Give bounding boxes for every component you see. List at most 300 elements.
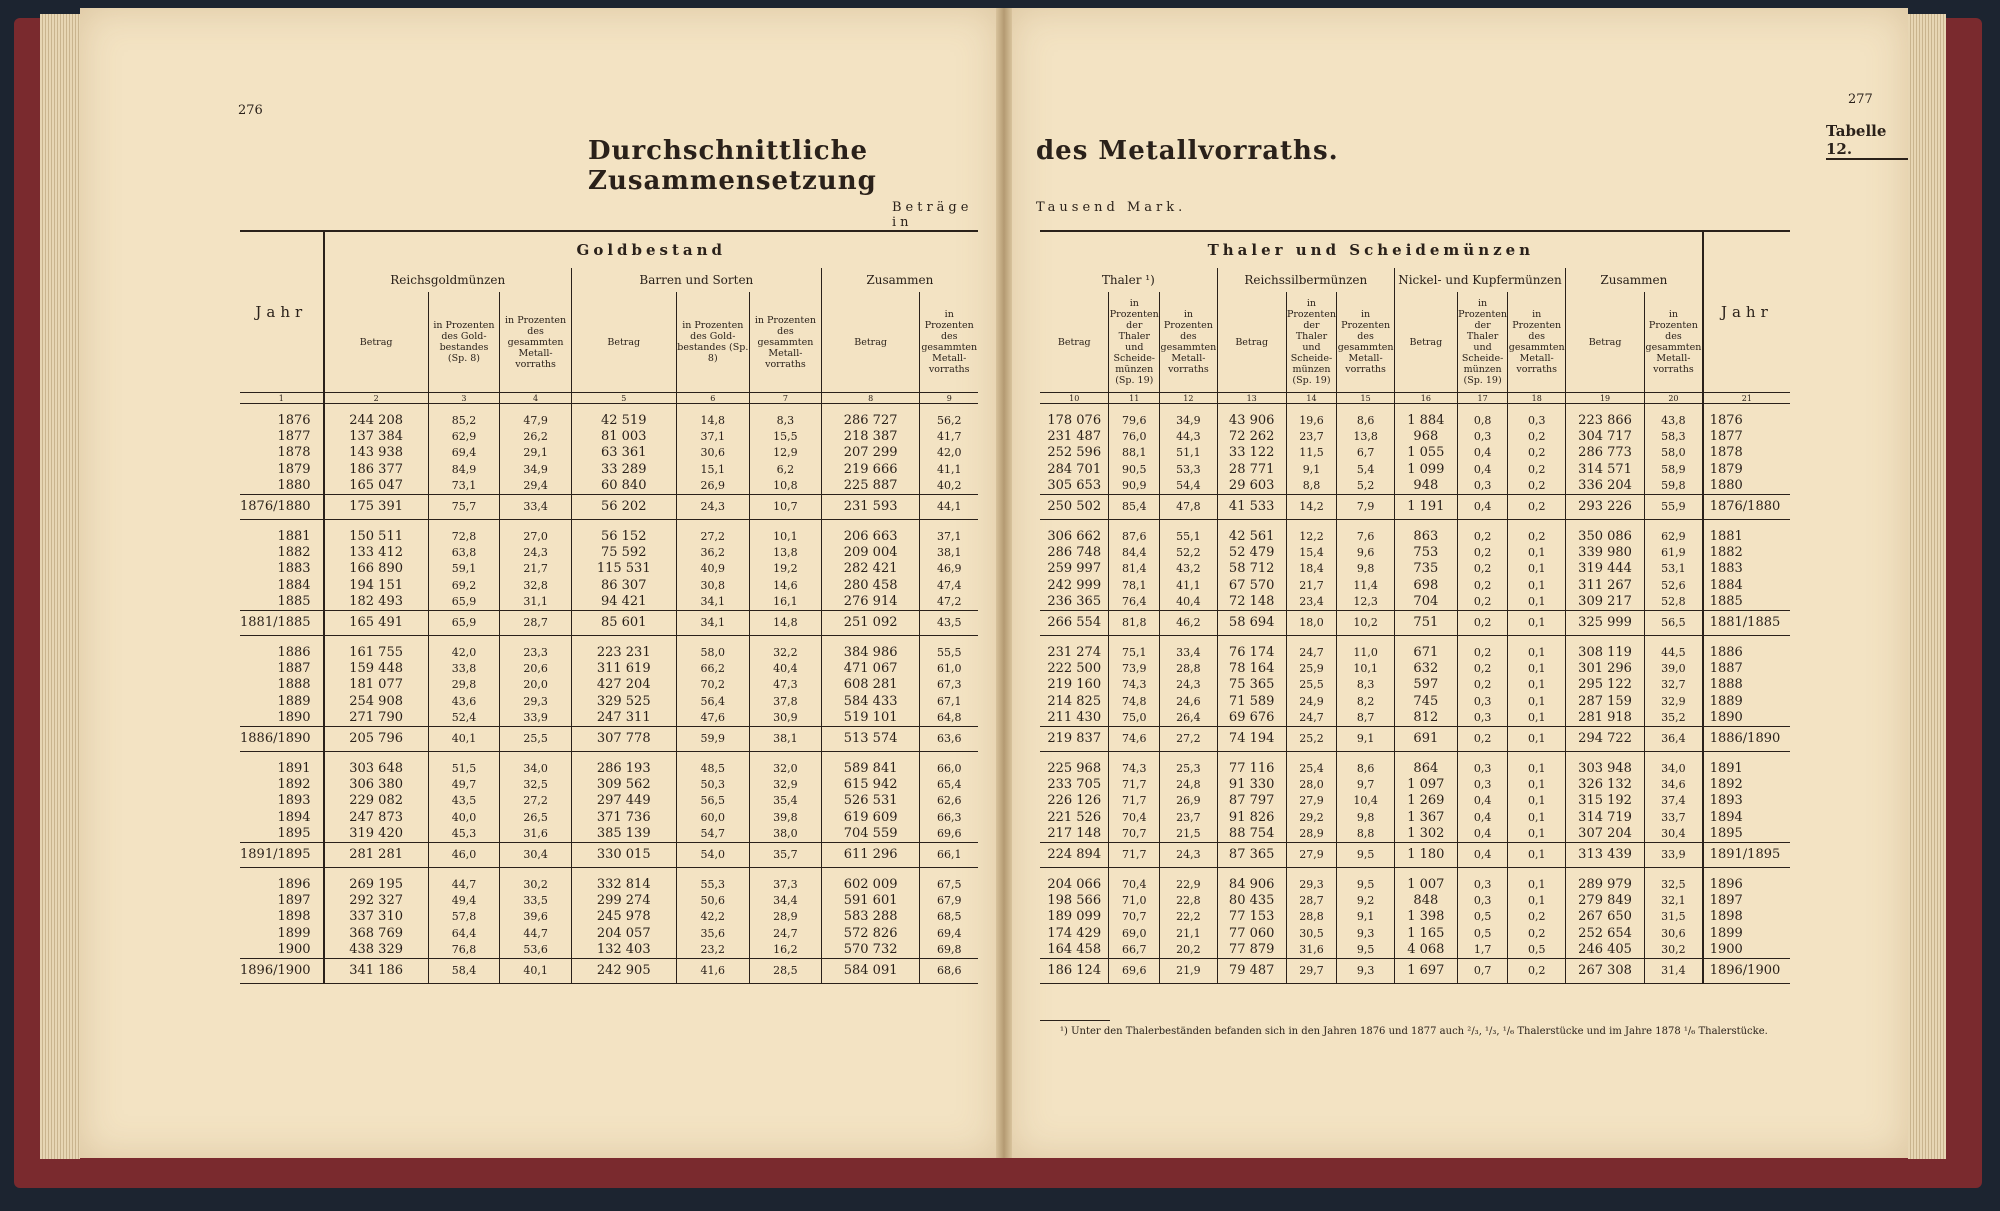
value-cell: 0,2 bbox=[1457, 677, 1508, 693]
year-cell: 1884 bbox=[1709, 577, 1743, 593]
year-cell: 1895 bbox=[240, 825, 324, 842]
value-cell: 189 099 bbox=[1040, 909, 1109, 925]
footnote-rule bbox=[1040, 1020, 1110, 1021]
value-cell: 32,5 bbox=[500, 776, 572, 792]
value-cell: 31,4 bbox=[1645, 958, 1703, 983]
value-cell: 25,9 bbox=[1286, 660, 1337, 676]
value-cell: 87 365 bbox=[1217, 842, 1286, 867]
value-cell: 30,8 bbox=[676, 577, 750, 593]
value-cell: 45,3 bbox=[428, 825, 500, 842]
table-row bbox=[1040, 776, 1790, 792]
year-cell: 1894 bbox=[1709, 809, 1743, 825]
value-cell: 0,4 bbox=[1457, 494, 1508, 519]
value-cell: 88 754 bbox=[1217, 825, 1286, 842]
table-row bbox=[1040, 412, 1790, 428]
value-cell: 23,2 bbox=[676, 941, 750, 958]
table-row bbox=[240, 909, 978, 925]
value-cell: 72 148 bbox=[1217, 594, 1286, 611]
value-cell: 35,2 bbox=[1645, 709, 1703, 726]
value-cell: 0,3 bbox=[1457, 760, 1508, 776]
column-number: 6 bbox=[676, 393, 750, 404]
value-cell: 12,3 bbox=[1337, 594, 1395, 611]
table-row bbox=[240, 793, 978, 809]
row-spacer bbox=[1040, 867, 1790, 876]
value-cell: 44,5 bbox=[1645, 644, 1703, 660]
value-cell: 40,4 bbox=[1160, 594, 1218, 611]
value-cell: 0,3 bbox=[1457, 478, 1508, 495]
value-cell: 11,0 bbox=[1337, 644, 1395, 660]
value-cell: 8,3 bbox=[1337, 677, 1395, 693]
value-cell: 611 296 bbox=[821, 842, 920, 867]
value-cell: 325 999 bbox=[1566, 610, 1645, 635]
year-cell: 1883 bbox=[1709, 561, 1743, 577]
value-cell: 23,3 bbox=[500, 644, 572, 660]
value-cell: 735 bbox=[1394, 561, 1457, 577]
table-row bbox=[1040, 760, 1790, 776]
right-page bbox=[1010, 8, 1908, 1158]
value-cell: 308 119 bbox=[1566, 644, 1645, 660]
value-cell: 74 194 bbox=[1217, 726, 1286, 751]
value-cell: 570 732 bbox=[821, 941, 920, 958]
year-cell: 1892 bbox=[240, 776, 324, 792]
value-cell: 79,6 bbox=[1109, 412, 1160, 428]
value-cell: 62,9 bbox=[1645, 528, 1703, 544]
value-cell: 53,1 bbox=[1645, 561, 1703, 577]
value-cell: 73,9 bbox=[1109, 660, 1160, 676]
table-row bbox=[1040, 544, 1790, 560]
value-cell: 181 077 bbox=[324, 677, 429, 693]
table-row bbox=[1040, 445, 1790, 461]
value-cell: 221 526 bbox=[1040, 809, 1109, 825]
value-cell: 0,2 bbox=[1457, 544, 1508, 560]
column-number: 17 bbox=[1457, 393, 1508, 404]
value-cell: 81,4 bbox=[1109, 561, 1160, 577]
value-cell: 70,2 bbox=[676, 677, 750, 693]
col-pct-metall: in Prozenten des gesammten Metall-vorraths bbox=[1337, 292, 1395, 393]
year-cell: 1884 bbox=[240, 577, 324, 593]
value-cell: 65,9 bbox=[428, 594, 500, 611]
value-cell: 76 174 bbox=[1217, 644, 1286, 660]
table-row bbox=[240, 461, 978, 477]
col-pct-metall: in Prozenten des gesammten Metall-vorraths bbox=[1160, 292, 1218, 393]
value-cell: 245 978 bbox=[571, 909, 676, 925]
value-cell: 74,6 bbox=[1109, 726, 1160, 751]
value-cell: 28,9 bbox=[750, 909, 822, 925]
column-number: 12 bbox=[1160, 393, 1218, 404]
value-cell: 16,2 bbox=[750, 941, 822, 958]
subheader-reichssilber: Reichssilbermünzen bbox=[1217, 268, 1394, 292]
value-cell: 10,1 bbox=[1337, 660, 1395, 676]
table-row bbox=[1040, 594, 1790, 611]
value-cell: 56,5 bbox=[1645, 610, 1703, 635]
value-cell: 8,7 bbox=[1337, 709, 1395, 726]
value-cell: 32,1 bbox=[1645, 892, 1703, 908]
col-pct-thaler: in Prozenten der Thaler und Scheide-münzen (Sp. 19) bbox=[1286, 292, 1337, 393]
value-cell: 471 067 bbox=[821, 660, 920, 676]
value-cell: 81,8 bbox=[1109, 610, 1160, 635]
value-cell: 31,1 bbox=[500, 594, 572, 611]
value-cell: 14,8 bbox=[750, 610, 822, 635]
value-cell: 178 076 bbox=[1040, 412, 1109, 428]
gold-table bbox=[240, 230, 978, 984]
value-cell: 76,0 bbox=[1109, 428, 1160, 444]
value-cell: 751 bbox=[1394, 610, 1457, 635]
value-cell: 34,0 bbox=[500, 760, 572, 776]
value-cell: 194 151 bbox=[324, 577, 429, 593]
value-cell: 307 204 bbox=[1566, 825, 1645, 842]
value-cell: 584 433 bbox=[821, 693, 920, 709]
value-cell: 698 bbox=[1394, 577, 1457, 593]
value-cell: 77 060 bbox=[1217, 925, 1286, 941]
value-cell: 13,8 bbox=[1337, 428, 1395, 444]
value-cell: 164 458 bbox=[1040, 941, 1109, 958]
value-cell: 58,9 bbox=[1645, 461, 1703, 477]
value-cell: 286 748 bbox=[1040, 544, 1109, 560]
value-cell: 305 653 bbox=[1040, 478, 1109, 495]
table-row bbox=[240, 561, 978, 577]
value-cell: 47,3 bbox=[750, 677, 822, 693]
year-cell: 1879 bbox=[1709, 461, 1743, 477]
value-cell: 307 778 bbox=[571, 726, 676, 751]
value-cell: 77 153 bbox=[1217, 909, 1286, 925]
value-cell: 32,9 bbox=[1645, 693, 1703, 709]
value-cell: 368 769 bbox=[324, 925, 429, 941]
column-number: 15 bbox=[1337, 393, 1395, 404]
value-cell: 88,1 bbox=[1109, 445, 1160, 461]
page-number-right: 277 bbox=[1848, 92, 1873, 107]
value-cell: 11,4 bbox=[1337, 577, 1395, 593]
value-cell: 0,1 bbox=[1508, 677, 1566, 693]
value-cell: 0,1 bbox=[1508, 776, 1566, 792]
table-row bbox=[240, 428, 978, 444]
value-cell: 0,1 bbox=[1508, 660, 1566, 676]
value-cell: 0,1 bbox=[1508, 693, 1566, 709]
value-cell: 132 403 bbox=[571, 941, 676, 958]
value-cell: 61,9 bbox=[1645, 544, 1703, 560]
year-cell: 1885 bbox=[1709, 594, 1743, 610]
table-row bbox=[1040, 528, 1790, 544]
value-cell: 28,0 bbox=[1286, 776, 1337, 792]
value-cell: 303 948 bbox=[1566, 760, 1645, 776]
year-cell: 1876/1880 bbox=[240, 494, 324, 519]
value-cell: 0,3 bbox=[1457, 693, 1508, 709]
value-cell: 251 092 bbox=[821, 610, 920, 635]
value-cell: 30,4 bbox=[500, 842, 572, 867]
value-cell: 90,5 bbox=[1109, 461, 1160, 477]
value-cell: 5,2 bbox=[1337, 478, 1395, 495]
value-cell: 1,7 bbox=[1457, 941, 1508, 958]
value-cell: 591 601 bbox=[821, 892, 920, 908]
value-cell: 43,2 bbox=[1160, 561, 1218, 577]
value-cell: 0,3 bbox=[1457, 428, 1508, 444]
value-cell: 315 192 bbox=[1566, 793, 1645, 809]
column-number: 9 bbox=[920, 393, 978, 404]
value-cell: 25,4 bbox=[1286, 760, 1337, 776]
value-cell: 293 226 bbox=[1566, 494, 1645, 519]
value-cell: 23,7 bbox=[1286, 428, 1337, 444]
value-cell: 16,1 bbox=[750, 594, 822, 611]
value-cell: 34,0 bbox=[1645, 760, 1703, 776]
value-cell: 55,9 bbox=[1645, 494, 1703, 519]
value-cell: 209 004 bbox=[821, 544, 920, 560]
table-row bbox=[240, 677, 978, 693]
value-cell: 863 bbox=[1394, 528, 1457, 544]
year-cell: 1882 bbox=[1709, 545, 1743, 561]
value-cell: 69,0 bbox=[1109, 925, 1160, 941]
year-cell: 1876/1880 bbox=[1703, 494, 1790, 519]
value-cell: 214 825 bbox=[1040, 693, 1109, 709]
year-cell: 1900 bbox=[1709, 942, 1743, 958]
value-cell: 247 311 bbox=[571, 709, 676, 726]
value-cell: 5,4 bbox=[1337, 461, 1395, 477]
year-cell: 1889 bbox=[1709, 693, 1743, 709]
page-title-left: Durchschnittliche Zusammensetzung bbox=[588, 136, 877, 196]
year-cell: 1885 bbox=[240, 594, 324, 611]
value-cell: 27,9 bbox=[1286, 842, 1337, 867]
row-spacer bbox=[1040, 635, 1790, 644]
value-cell: 281 281 bbox=[324, 842, 429, 867]
value-cell: 28 771 bbox=[1217, 461, 1286, 477]
value-cell: 704 559 bbox=[821, 825, 920, 842]
value-cell: 32,9 bbox=[750, 776, 822, 792]
value-cell: 632 bbox=[1394, 660, 1457, 676]
table-row bbox=[240, 760, 978, 776]
value-cell: 91 330 bbox=[1217, 776, 1286, 792]
table-row bbox=[1040, 478, 1790, 495]
value-cell: 52,6 bbox=[1645, 577, 1703, 593]
value-cell: 9,1 bbox=[1337, 909, 1395, 925]
value-cell: 58 712 bbox=[1217, 561, 1286, 577]
value-cell: 85,2 bbox=[428, 412, 500, 428]
value-cell: 86 307 bbox=[571, 577, 676, 593]
value-cell: 247 873 bbox=[324, 809, 429, 825]
value-cell: 182 493 bbox=[324, 594, 429, 611]
value-cell: 79 487 bbox=[1217, 958, 1286, 983]
value-cell: 91 826 bbox=[1217, 809, 1286, 825]
value-cell: 198 566 bbox=[1040, 892, 1109, 908]
table-row bbox=[240, 412, 978, 428]
column-number: 2 bbox=[324, 393, 429, 404]
value-cell: 254 908 bbox=[324, 693, 429, 709]
value-cell: 25,5 bbox=[500, 726, 572, 751]
table-row bbox=[240, 876, 978, 892]
table-row bbox=[240, 644, 978, 660]
value-cell: 244 208 bbox=[324, 412, 429, 428]
year-cell: 1880 bbox=[1709, 478, 1743, 494]
value-cell: 71,7 bbox=[1109, 793, 1160, 809]
value-cell: 18,4 bbox=[1286, 561, 1337, 577]
year-cell: 1881 bbox=[1709, 528, 1743, 544]
table-row bbox=[1040, 561, 1790, 577]
value-cell: 0,1 bbox=[1508, 577, 1566, 593]
value-cell: 34,9 bbox=[500, 461, 572, 477]
value-cell: 281 918 bbox=[1566, 709, 1645, 726]
value-cell: 69,6 bbox=[1109, 958, 1160, 983]
table-row bbox=[1040, 677, 1790, 693]
value-cell: 69,4 bbox=[428, 445, 500, 461]
value-cell: 37,8 bbox=[750, 693, 822, 709]
value-cell: 19,2 bbox=[750, 561, 822, 577]
row-spacer bbox=[240, 519, 978, 528]
value-cell: 34,4 bbox=[750, 892, 822, 908]
value-cell: 615 942 bbox=[821, 776, 920, 792]
value-cell: 84 906 bbox=[1217, 876, 1286, 892]
value-cell: 39,8 bbox=[750, 809, 822, 825]
value-cell: 0,1 bbox=[1508, 760, 1566, 776]
value-cell: 271 790 bbox=[324, 709, 429, 726]
value-cell: 15,5 bbox=[750, 428, 822, 444]
value-cell: 76,8 bbox=[428, 941, 500, 958]
value-cell: 287 159 bbox=[1566, 693, 1645, 709]
value-cell: 35,7 bbox=[750, 842, 822, 867]
value-cell: 608 281 bbox=[821, 677, 920, 693]
value-cell: 619 609 bbox=[821, 809, 920, 825]
value-cell: 27,2 bbox=[500, 793, 572, 809]
year-cell: 1888 bbox=[240, 677, 324, 693]
value-cell: 329 525 bbox=[571, 693, 676, 709]
value-cell: 133 412 bbox=[324, 544, 429, 560]
value-cell: 33,4 bbox=[1160, 644, 1218, 660]
value-cell: 337 310 bbox=[324, 909, 429, 925]
table-row bbox=[240, 660, 978, 676]
table-row bbox=[240, 594, 978, 611]
value-cell: 207 299 bbox=[821, 445, 920, 461]
year-cell: 1889 bbox=[240, 693, 324, 709]
value-cell: 1 180 bbox=[1394, 842, 1457, 867]
value-cell: 336 204 bbox=[1566, 478, 1645, 495]
value-cell: 371 736 bbox=[571, 809, 676, 825]
value-cell: 84,4 bbox=[1109, 544, 1160, 560]
value-cell: 29,2 bbox=[1286, 809, 1337, 825]
value-cell: 37,1 bbox=[936, 529, 962, 543]
value-cell: 84,9 bbox=[428, 461, 500, 477]
left-page bbox=[80, 8, 998, 1158]
year-cell: 1890 bbox=[240, 709, 324, 726]
row-spacer bbox=[240, 635, 978, 644]
value-cell: 304 717 bbox=[1566, 428, 1645, 444]
value-cell: 28,7 bbox=[500, 610, 572, 635]
value-cell: 0,2 bbox=[1457, 594, 1508, 611]
value-cell: 26,9 bbox=[676, 478, 750, 495]
value-cell: 242 905 bbox=[571, 958, 676, 983]
value-cell: 0,5 bbox=[1457, 909, 1508, 925]
value-cell: 23,4 bbox=[1286, 594, 1337, 611]
value-cell: 32,2 bbox=[750, 644, 822, 660]
value-cell: 29,3 bbox=[500, 693, 572, 709]
value-cell: 30,9 bbox=[750, 709, 822, 726]
col-betrag: Betrag bbox=[571, 292, 676, 393]
value-cell: 0,1 bbox=[1508, 793, 1566, 809]
value-cell: 14,2 bbox=[1286, 494, 1337, 519]
year-cell: 1896 bbox=[1709, 876, 1743, 892]
column-number: 19 bbox=[1566, 393, 1645, 404]
value-cell: 40,9 bbox=[676, 561, 750, 577]
value-cell: 35,6 bbox=[676, 925, 750, 941]
year-cell: 1886/1890 bbox=[1703, 726, 1790, 751]
value-cell: 30,6 bbox=[676, 445, 750, 461]
value-cell: 10,1 bbox=[750, 528, 822, 544]
average-row bbox=[1040, 842, 1790, 867]
table-row bbox=[1040, 660, 1790, 676]
value-cell: 24,8 bbox=[1160, 776, 1218, 792]
value-cell: 67,5 bbox=[936, 877, 962, 891]
value-cell: 72 262 bbox=[1217, 428, 1286, 444]
value-cell: 65,9 bbox=[428, 610, 500, 635]
table-row bbox=[1040, 925, 1790, 941]
value-cell: 161 755 bbox=[324, 644, 429, 660]
value-cell: 29 603 bbox=[1217, 478, 1286, 495]
col-pct-gold: in Prozenten des Gold-bestandes (Sp. 8) bbox=[428, 292, 500, 393]
value-cell: 225 887 bbox=[821, 478, 920, 495]
value-cell: 0,5 bbox=[1457, 925, 1508, 941]
value-cell: 602 009 bbox=[821, 876, 920, 892]
value-cell: 71,7 bbox=[1109, 842, 1160, 867]
value-cell: 43,8 bbox=[1645, 412, 1703, 428]
value-cell: 87 797 bbox=[1217, 793, 1286, 809]
value-cell: 67,9 bbox=[936, 893, 962, 907]
year-cell: 1891 bbox=[240, 760, 324, 776]
value-cell: 26,5 bbox=[500, 809, 572, 825]
page-edges-right bbox=[1908, 14, 1946, 1159]
value-cell: 23,7 bbox=[1160, 809, 1218, 825]
value-cell: 280 458 bbox=[821, 577, 920, 593]
value-cell: 12,2 bbox=[1286, 528, 1337, 544]
column-number: 11 bbox=[1109, 393, 1160, 404]
value-cell: 20,0 bbox=[500, 677, 572, 693]
value-cell: 0,1 bbox=[1508, 561, 1566, 577]
value-cell: 37,1 bbox=[676, 428, 750, 444]
value-cell: 0,2 bbox=[1508, 909, 1566, 925]
value-cell: 30,4 bbox=[1645, 825, 1703, 842]
value-cell: 7,6 bbox=[1337, 528, 1395, 544]
value-cell: 0,2 bbox=[1508, 445, 1566, 461]
units-label-left: Beträge in bbox=[892, 200, 973, 230]
col-pct-metall: in Prozenten des gesammten Metall-vorraths bbox=[750, 292, 822, 393]
value-cell: 33,7 bbox=[1645, 809, 1703, 825]
value-cell: 41,1 bbox=[1160, 577, 1218, 593]
value-cell: 299 274 bbox=[571, 892, 676, 908]
row-spacer bbox=[1040, 404, 1790, 413]
col-betrag: Betrag bbox=[1566, 292, 1645, 393]
value-cell: 1 055 bbox=[1394, 445, 1457, 461]
value-cell: 21,7 bbox=[500, 561, 572, 577]
value-cell: 314 719 bbox=[1566, 809, 1645, 825]
table-row bbox=[240, 528, 978, 544]
value-cell: 864 bbox=[1394, 760, 1457, 776]
value-cell: 66,1 bbox=[920, 842, 978, 867]
value-cell: 8,6 bbox=[1337, 412, 1395, 428]
col-betrag: Betrag bbox=[1394, 292, 1457, 393]
value-cell: 24,7 bbox=[1286, 709, 1337, 726]
value-cell: 143 938 bbox=[324, 445, 429, 461]
value-cell: 54,4 bbox=[1160, 478, 1218, 495]
table-row bbox=[1040, 892, 1790, 908]
value-cell: 49,7 bbox=[428, 776, 500, 792]
value-cell: 74,8 bbox=[1109, 693, 1160, 709]
value-cell: 9,3 bbox=[1337, 958, 1395, 983]
value-cell: 341 186 bbox=[324, 958, 429, 983]
value-cell: 848 bbox=[1394, 892, 1457, 908]
value-cell: 1 302 bbox=[1394, 825, 1457, 842]
value-cell: 27,0 bbox=[500, 528, 572, 544]
value-cell: 174 429 bbox=[1040, 925, 1109, 941]
year-cell: 1890 bbox=[1709, 710, 1743, 726]
table-row bbox=[1040, 876, 1790, 892]
value-cell: 67,3 bbox=[936, 678, 962, 692]
value-cell: 222 500 bbox=[1040, 660, 1109, 676]
year-cell: 1896/1900 bbox=[1703, 958, 1790, 983]
value-cell: 41,6 bbox=[676, 958, 750, 983]
